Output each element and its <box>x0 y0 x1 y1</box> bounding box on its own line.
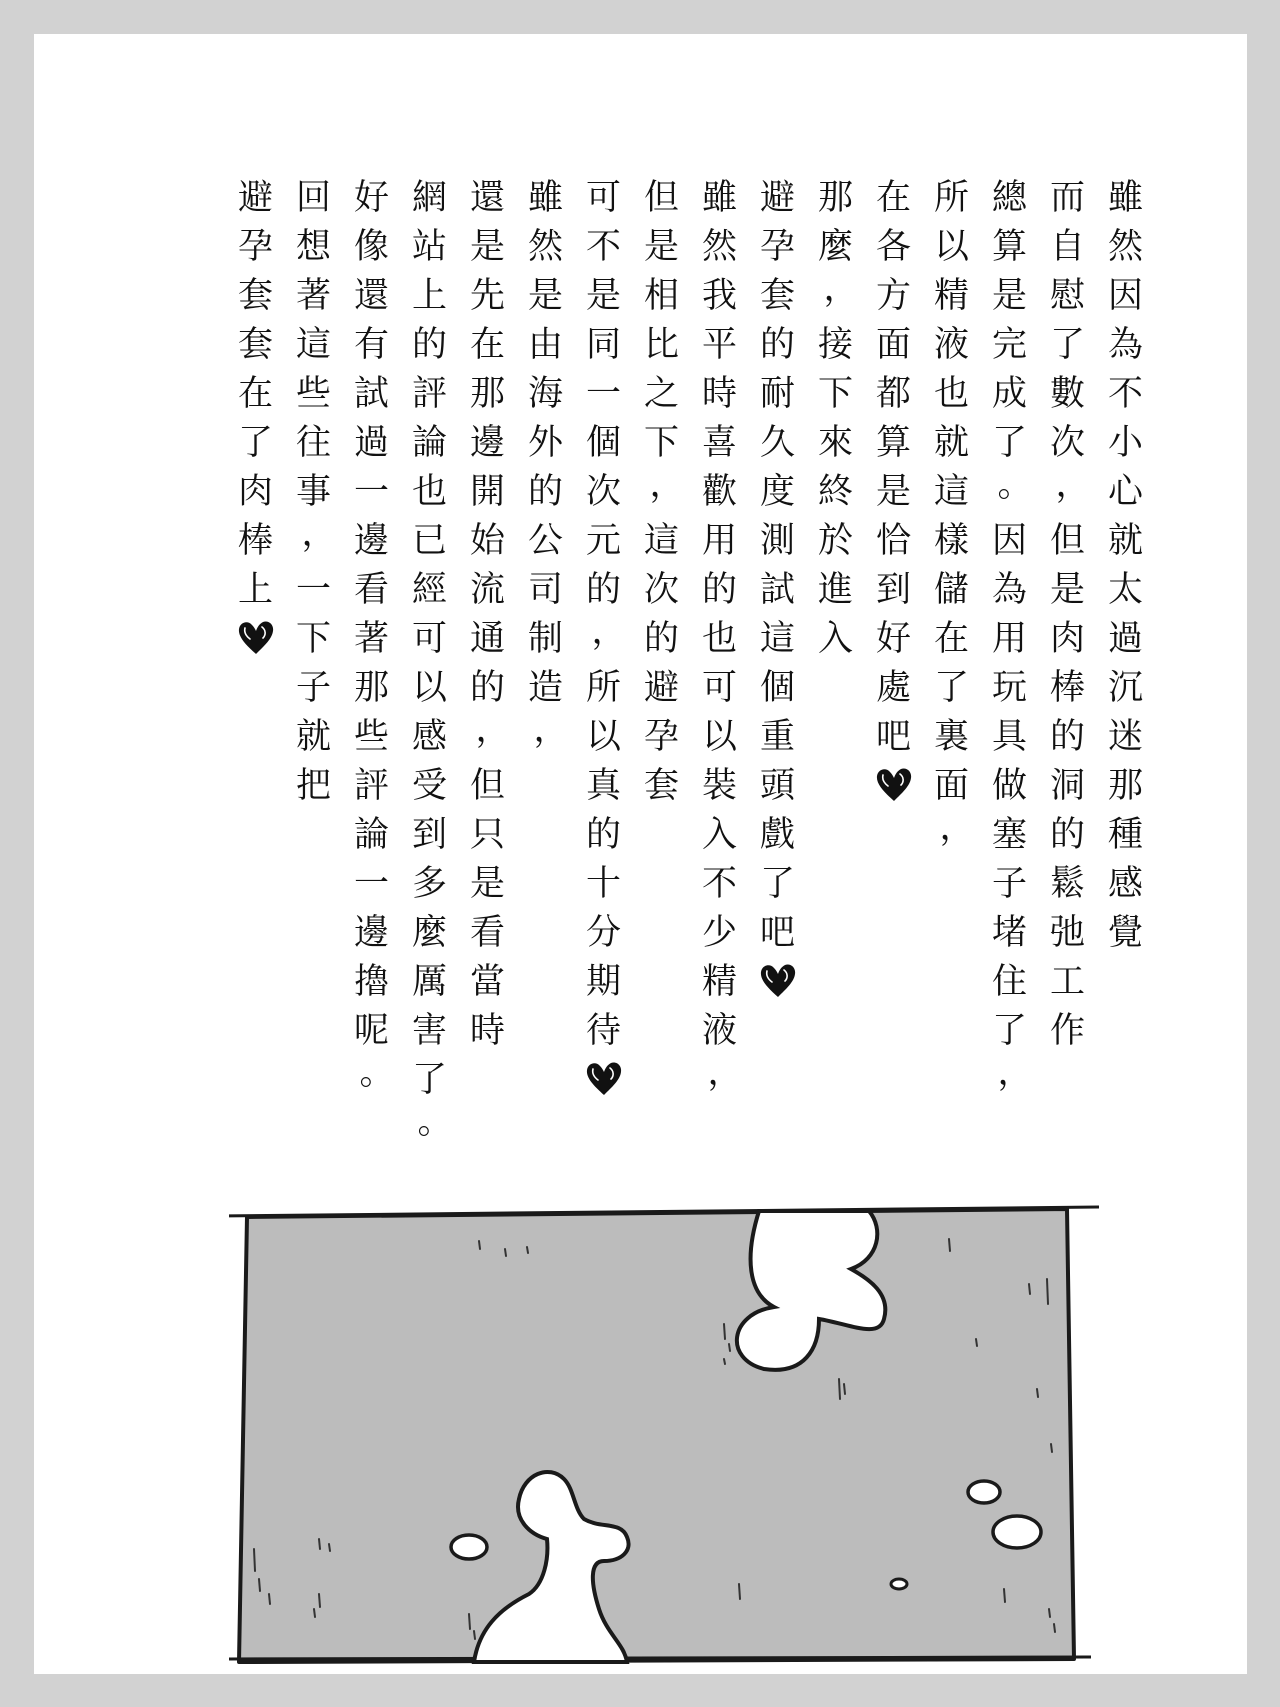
text-character: 評 <box>353 766 389 806</box>
panel-illustration <box>229 1199 1109 1669</box>
text-character: 以 <box>411 668 447 708</box>
text-character: 吧 <box>759 913 795 953</box>
text-character: 制 <box>527 619 563 659</box>
text-character: 相 <box>643 276 679 316</box>
text-character: 麼 <box>817 227 853 267</box>
text-character: 棒 <box>1049 668 1085 708</box>
comic-panel <box>229 1199 1109 1669</box>
text-character: 呢 <box>353 1011 389 1051</box>
text-character: 也 <box>411 472 447 512</box>
text-character: 同 <box>585 325 621 365</box>
text-character: 精 <box>701 962 737 1002</box>
text-character: 那 <box>469 374 505 414</box>
text-character: 次 <box>585 472 621 512</box>
text-character: 的 <box>759 325 795 365</box>
text-character: 還 <box>353 276 389 316</box>
text-column <box>343 174 400 1204</box>
text-character: 測 <box>759 521 795 561</box>
text-character: 的 <box>643 619 679 659</box>
text-character: 面 <box>933 766 969 806</box>
text-character: 期 <box>585 962 621 1002</box>
text-character: 好 <box>353 178 389 218</box>
text-character: 之 <box>643 374 679 414</box>
text-character: 了 <box>933 668 969 708</box>
text-character: 邊 <box>353 913 389 953</box>
text-character: 心 <box>1107 472 1143 512</box>
text-character: 是 <box>469 864 505 904</box>
text-character: 都 <box>875 374 911 414</box>
text-character: 裏 <box>933 717 969 757</box>
text-character: 流 <box>469 570 505 610</box>
text-character: 喜 <box>701 423 737 463</box>
text-character: 孕 <box>759 227 795 267</box>
text-character: 上 <box>411 276 447 316</box>
text-character: 這 <box>643 521 679 561</box>
text-character: 裝 <box>701 766 737 806</box>
text-character: 以 <box>933 227 969 267</box>
text-character: 洞 <box>1049 766 1085 806</box>
text-column <box>633 174 690 1204</box>
text-character: 了 <box>759 864 795 904</box>
text-character: 的 <box>1049 815 1085 855</box>
text-character: 所 <box>933 178 969 218</box>
text-character: 海 <box>527 374 563 414</box>
text-character: 在 <box>237 374 273 414</box>
text-character: 因 <box>1107 276 1143 316</box>
text-character: 用 <box>991 619 1027 659</box>
text-character: 種 <box>1107 815 1143 855</box>
text-character: 邊 <box>353 521 389 561</box>
text-character: 到 <box>875 570 911 610</box>
text-character: ， <box>649 465 685 505</box>
text-character: 在 <box>469 325 505 365</box>
text-character: 麼 <box>411 913 447 953</box>
text-character: ， <box>533 710 569 750</box>
text-column <box>865 174 922 1204</box>
text-character: 完 <box>991 325 1027 365</box>
text-character: 避 <box>759 178 795 218</box>
text-character: 慰 <box>1049 276 1085 316</box>
text-character: 接 <box>817 325 853 365</box>
text-character: 我 <box>701 276 737 316</box>
text-character: 個 <box>759 668 795 708</box>
text-character: 孕 <box>237 227 273 267</box>
text-character: 下 <box>817 374 853 414</box>
text-character: 套 <box>237 325 273 365</box>
text-character: 的 <box>1049 717 1085 757</box>
text-character: 試 <box>353 374 389 414</box>
text-character: 害 <box>411 1011 447 1051</box>
text-character: 歡 <box>701 472 737 512</box>
text-column <box>1097 174 1154 1204</box>
text-character: 可 <box>411 619 447 659</box>
text-character: 那 <box>1107 766 1143 806</box>
text-character: 鬆 <box>1049 864 1085 904</box>
text-character: 子 <box>295 668 331 708</box>
text-character: 是 <box>875 472 911 512</box>
text-character: 了 <box>1049 325 1085 365</box>
text-character: 的 <box>469 668 505 708</box>
text-character: 雖 <box>1107 178 1143 218</box>
text-character: 堵 <box>991 913 1027 953</box>
text-character: 雖 <box>701 178 737 218</box>
text-character: 時 <box>469 1011 505 1051</box>
text-character: 雖 <box>527 178 563 218</box>
text-character: 套 <box>643 766 679 806</box>
text-character: ， <box>301 514 337 554</box>
text-character: 由 <box>527 325 563 365</box>
text-character: 外 <box>527 423 563 463</box>
text-character: 像 <box>353 227 389 267</box>
text-character: 。 <box>997 465 1033 505</box>
text-character: 十 <box>585 864 621 904</box>
text-character: 就 <box>1107 521 1143 561</box>
text-character: 為 <box>991 570 1027 610</box>
text-character: 耐 <box>759 374 795 414</box>
text-character: 各 <box>875 227 911 267</box>
text-character: 住 <box>991 962 1027 1002</box>
text-character: 棒 <box>237 521 273 561</box>
text-character: 一 <box>585 374 621 414</box>
text-column <box>691 174 748 1204</box>
text-character: 那 <box>353 668 389 708</box>
text-character: 的 <box>411 325 447 365</box>
text-character: 的 <box>585 815 621 855</box>
text-character: 不 <box>701 864 737 904</box>
text-character: 面 <box>875 325 911 365</box>
text-character: ， <box>591 612 627 652</box>
text-character: 樣 <box>933 521 969 561</box>
text-character: 液 <box>933 325 969 365</box>
text-character: 因 <box>991 521 1027 561</box>
text-character: 看 <box>353 570 389 610</box>
text-character: 已 <box>411 521 447 561</box>
text-character: 然 <box>701 227 737 267</box>
text-character: 只 <box>469 815 505 855</box>
text-character: 避 <box>643 668 679 708</box>
text-column <box>459 174 516 1204</box>
text-character: 進 <box>817 570 853 610</box>
text-column <box>981 174 1038 1204</box>
text-character: 一 <box>353 472 389 512</box>
text-character: 也 <box>701 619 737 659</box>
text-character: 套 <box>759 276 795 316</box>
text-character: 次 <box>1049 423 1085 463</box>
text-character: ， <box>707 1053 743 1093</box>
text-character: 算 <box>875 423 911 463</box>
text-character: 。 <box>417 1102 453 1142</box>
text-column <box>227 174 284 1204</box>
text-character: 太 <box>1107 570 1143 610</box>
text-character: 了 <box>991 423 1027 463</box>
text-character: 小 <box>1107 423 1143 463</box>
text-character: 感 <box>1107 864 1143 904</box>
text-character: 的 <box>585 570 621 610</box>
text-character: 過 <box>1107 619 1143 659</box>
text-character: 是 <box>643 227 679 267</box>
text-character: 就 <box>933 423 969 463</box>
text-character: 以 <box>701 717 737 757</box>
droplet <box>451 1535 487 1559</box>
text-character: 上 <box>237 570 273 610</box>
text-character: 把 <box>295 766 331 806</box>
text-character: 好 <box>875 619 911 659</box>
text-character: 一 <box>295 570 331 610</box>
text-character: 個 <box>585 423 621 463</box>
text-character: 肉 <box>1049 619 1085 659</box>
vertical-text-block <box>184 174 1154 1204</box>
text-character: 一 <box>353 864 389 904</box>
text-character: 論 <box>353 815 389 855</box>
text-character: 試 <box>759 570 795 610</box>
text-character: 入 <box>817 619 853 659</box>
text-column <box>575 174 632 1204</box>
text-character: 事 <box>295 472 331 512</box>
text-character: 論 <box>411 423 447 463</box>
text-character: 迷 <box>1107 717 1143 757</box>
text-character: 的 <box>701 570 737 610</box>
droplet <box>993 1516 1041 1548</box>
text-character: 公 <box>527 521 563 561</box>
text-character: 這 <box>933 472 969 512</box>
text-character: 了 <box>991 1011 1027 1051</box>
text-column <box>807 174 864 1204</box>
text-character: 邊 <box>469 423 505 463</box>
text-character: 在 <box>933 619 969 659</box>
text-character: 元 <box>585 521 621 561</box>
text-character: ， <box>475 710 511 750</box>
text-character: 來 <box>817 423 853 463</box>
text-character: 開 <box>469 472 505 512</box>
text-character: 始 <box>469 521 505 561</box>
text-column <box>285 174 342 1204</box>
text-character: 但 <box>469 766 505 806</box>
text-character: 數 <box>1049 374 1085 414</box>
text-character: 比 <box>643 325 679 365</box>
text-character: 些 <box>295 374 331 414</box>
text-character: 著 <box>295 276 331 316</box>
comic-page <box>34 34 1247 1674</box>
text-column <box>923 174 980 1204</box>
droplet <box>968 1481 1000 1503</box>
text-character: 是 <box>585 276 621 316</box>
text-character: 有 <box>353 325 389 365</box>
heart-icon <box>233 615 279 661</box>
text-character: 了 <box>411 1060 447 1100</box>
text-column <box>749 174 806 1204</box>
text-character: 而 <box>1049 178 1085 218</box>
text-character: 在 <box>875 178 911 218</box>
text-character: 久 <box>759 423 795 463</box>
text-character: 時 <box>701 374 737 414</box>
text-character: 但 <box>1049 521 1085 561</box>
text-character: 受 <box>411 766 447 806</box>
text-character: 造 <box>527 668 563 708</box>
text-character: 是 <box>469 227 505 267</box>
text-character: 不 <box>585 227 621 267</box>
text-character: 弛 <box>1049 913 1085 953</box>
text-character: 待 <box>585 1011 621 1051</box>
text-character: 平 <box>701 325 737 365</box>
text-character: 那 <box>817 178 853 218</box>
text-character: 避 <box>237 178 273 218</box>
text-character: 算 <box>991 227 1027 267</box>
text-character: 真 <box>585 766 621 806</box>
text-character: 看 <box>469 913 505 953</box>
text-character: 做 <box>991 766 1027 806</box>
text-character: 這 <box>295 325 331 365</box>
text-character: 過 <box>353 423 389 463</box>
text-character: 塞 <box>991 815 1027 855</box>
text-character: 回 <box>295 178 331 218</box>
text-character: 覺 <box>1107 913 1143 953</box>
text-character: 經 <box>411 570 447 610</box>
heart-icon <box>871 762 917 808</box>
text-character: 以 <box>585 717 621 757</box>
text-character: 用 <box>701 521 737 561</box>
text-character: 度 <box>759 472 795 512</box>
text-character: 網 <box>411 178 447 218</box>
text-character: 孕 <box>643 717 679 757</box>
text-character: 不 <box>1107 374 1143 414</box>
text-character: 著 <box>353 619 389 659</box>
text-character: 當 <box>469 962 505 1002</box>
text-character: ， <box>997 1053 1033 1093</box>
text-character: 通 <box>469 619 505 659</box>
text-character: 戲 <box>759 815 795 855</box>
text-character: ， <box>939 808 975 848</box>
text-character: 肉 <box>237 472 273 512</box>
text-character: 沉 <box>1107 668 1143 708</box>
text-character: 套 <box>237 276 273 316</box>
heart-icon <box>581 1056 627 1102</box>
text-character: 終 <box>817 472 853 512</box>
heart-icon <box>755 958 801 1004</box>
text-character: 然 <box>1107 227 1143 267</box>
text-character: 次 <box>643 570 679 610</box>
text-character: 先 <box>469 276 505 316</box>
text-character: 但 <box>643 178 679 218</box>
text-character: 自 <box>1049 227 1085 267</box>
text-character: ， <box>823 269 859 309</box>
text-character: 就 <box>295 717 331 757</box>
text-character: 了 <box>237 423 273 463</box>
text-character: 總 <box>991 178 1027 218</box>
text-character: 也 <box>933 374 969 414</box>
text-character: 往 <box>295 423 331 463</box>
text-character: 所 <box>585 668 621 708</box>
text-character: 作 <box>1049 1011 1085 1051</box>
text-character: 是 <box>991 276 1027 316</box>
text-character: 為 <box>1107 325 1143 365</box>
text-character: ， <box>1055 465 1091 505</box>
text-character: 少 <box>701 913 737 953</box>
text-character: 下 <box>295 619 331 659</box>
text-character: 還 <box>469 178 505 218</box>
text-character: 液 <box>701 1011 737 1051</box>
text-character: 然 <box>527 227 563 267</box>
text-character: 是 <box>1049 570 1085 610</box>
text-character: 可 <box>701 668 737 708</box>
text-character: 恰 <box>875 521 911 561</box>
text-character: 重 <box>759 717 795 757</box>
text-character: 想 <box>295 227 331 267</box>
text-character: 的 <box>527 472 563 512</box>
text-character: 可 <box>585 178 621 218</box>
text-character: 玩 <box>991 668 1027 708</box>
text-character: 到 <box>411 815 447 855</box>
text-character: 處 <box>875 668 911 708</box>
text-character: 多 <box>411 864 447 904</box>
text-character: 具 <box>991 717 1027 757</box>
text-character: 擼 <box>353 962 389 1002</box>
text-character: 吧 <box>875 717 911 757</box>
text-character: 精 <box>933 276 969 316</box>
text-character: 站 <box>411 227 447 267</box>
text-character: 是 <box>527 276 563 316</box>
text-character: 司 <box>527 570 563 610</box>
text-character: 這 <box>759 619 795 659</box>
text-character: 分 <box>585 913 621 953</box>
text-character: 頭 <box>759 766 795 806</box>
text-column <box>401 174 458 1204</box>
text-character: 工 <box>1049 962 1085 1002</box>
text-character: 感 <box>411 717 447 757</box>
text-character: 於 <box>817 521 853 561</box>
text-character: 儲 <box>933 570 969 610</box>
text-character: 下 <box>643 423 679 463</box>
text-character: 子 <box>991 864 1027 904</box>
text-column <box>517 174 574 1204</box>
text-column <box>1039 174 1096 1204</box>
text-character: 。 <box>359 1053 395 1093</box>
text-character: 成 <box>991 374 1027 414</box>
text-character: 些 <box>353 717 389 757</box>
text-character: 方 <box>875 276 911 316</box>
text-character: 評 <box>411 374 447 414</box>
text-character: 厲 <box>411 962 447 1002</box>
text-character: 入 <box>701 815 737 855</box>
droplet <box>891 1579 907 1589</box>
